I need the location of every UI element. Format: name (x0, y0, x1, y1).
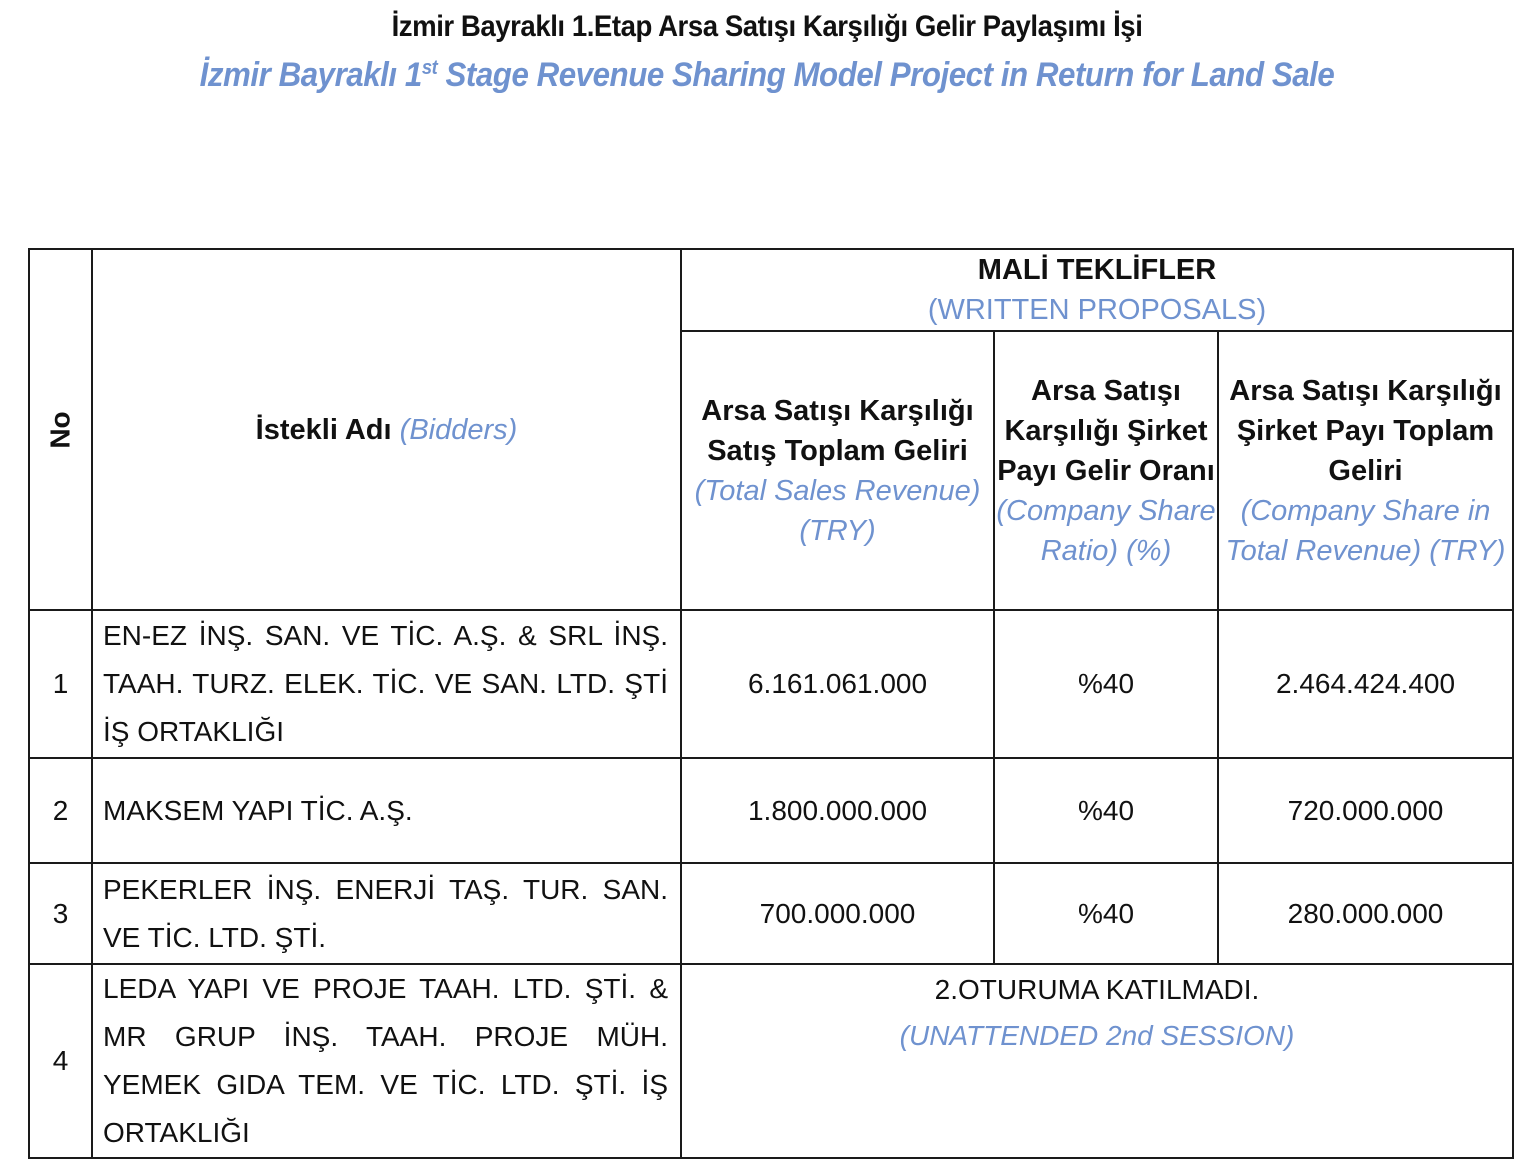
header-col3-tr: Arsa Satışı Karşılığı Şirket Payı Toplam Geliri (1229, 374, 1502, 487)
bids-table (28, 248, 1514, 1159)
page-title: İzmir Bayraklı 1.Etap Arsa Satışı Karşılığı Gelir Paylaşımı İşi (391, 10, 1143, 43)
share-ratio: %40 (994, 610, 1218, 758)
bidder-name: MAKSEM YAPI TİC. A.Ş. (92, 758, 681, 863)
row-number: 2 (29, 758, 92, 863)
unattended-notice-tr: 2.OTURUMA KATILMADI. (934, 974, 1260, 1005)
bidder-name: EN-EZ İNŞ. SAN. VE TİC. A.Ş. & SRL İNŞ. TAAH. TURZ. ELEK. TİC. VE SAN. LTD. ŞTİ İŞ ORTAKLIĞI (92, 610, 681, 758)
total-sales-revenue: 700.000.000 (681, 863, 994, 964)
header-total-sales-revenue (681, 331, 994, 610)
row-number: 3 (29, 863, 92, 964)
header-bidders-tr: İstekli Adı (255, 413, 392, 446)
header-col2-tr: Arsa Satışı Karşılığı Şirket Payı Gelir Oranı (997, 374, 1215, 487)
table-row (29, 758, 1513, 863)
bidder-name: PEKERLER İNŞ. ENERJİ TAŞ. TUR. SAN. VE TİC. LTD. ŞTİ. (92, 863, 681, 964)
share-ratio: %40 (994, 863, 1218, 964)
header-financial-offers (681, 249, 1513, 331)
row-number: 4 (29, 964, 92, 1158)
header-financial-offers-tr: MALİ TEKLİFLER (977, 254, 1217, 286)
total-sales-revenue: 6.161.061.000 (681, 610, 994, 758)
row-number: 1 (29, 610, 92, 758)
header-no (29, 249, 92, 610)
header-financial-offers-en: (WRITTEN PROPOSALS) (927, 294, 1267, 326)
subtitle-prefix: İzmir Bayraklı 1 (199, 56, 422, 94)
share-ratio: %40 (994, 758, 1218, 863)
header-bidders (92, 249, 681, 610)
table-row (29, 863, 1513, 964)
header-company-share-revenue (1218, 331, 1513, 610)
unattended-notice-en: (UNATTENDED 2nd SESSION) (899, 1020, 1295, 1051)
share-revenue: 720.000.000 (1218, 758, 1513, 863)
header-col3-en: (Company Share in Total Revenue) (TRY) (1225, 494, 1506, 567)
header-col2-en: (Company Share Ratio) (%) (996, 494, 1216, 567)
bidder-name: LEDA YAPI VE PROJE TAAH. LTD. ŞTİ. & MR GRUP İNŞ. TAAH. PROJE MÜH. YEMEK GIDA TEM. VE TİC. LTD. ŞTİ. İŞ ORTAKLIĞI (92, 964, 681, 1158)
header-col1-tr: Arsa Satışı Karşılığı Satış Toplam Geliri (701, 394, 974, 467)
unattended-notice (681, 964, 1513, 1158)
share-revenue: 2.464.424.400 (1218, 610, 1513, 758)
total-sales-revenue: 1.800.000.000 (681, 758, 994, 863)
header-no-label: No (44, 410, 76, 449)
header-col1-en: (Total Sales Revenue) (TRY) (694, 474, 981, 547)
table-row (29, 964, 1513, 1158)
header-bidders-en: (Bidders) (399, 413, 518, 446)
table-row (29, 610, 1513, 758)
subtitle-suffix: Stage Revenue Sharing Model Project in Return for Land Sale (437, 56, 1335, 94)
page-subtitle-english (61, 56, 1472, 95)
subtitle-superscript: st (421, 57, 438, 79)
share-revenue: 280.000.000 (1218, 863, 1513, 964)
header-company-share-ratio (994, 331, 1218, 610)
